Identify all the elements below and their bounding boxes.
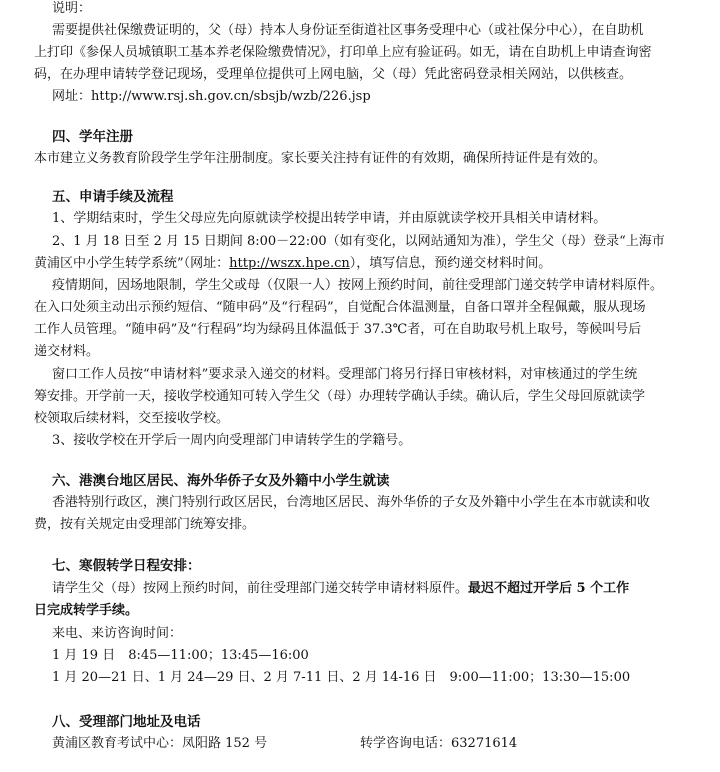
section-6-line-2: 费，按有关规定由受理部门统筹安排。 xyxy=(34,517,256,532)
deadline-text-part-1: 最迟不超过开学后 5 个工作 xyxy=(468,581,630,596)
section-8-heading: 八、受理部门地址及电话 xyxy=(52,714,201,730)
schedule-line-1: 1 月 19 日 8:45—11:00；13:45—16:00 xyxy=(52,648,309,663)
schedule-line-2: 1 月 20—21 日、1 月 24—29 日、2 月 7-11 日、2 月 14-16 日 9:00—11:00；13:30—15:00 xyxy=(52,670,631,685)
section-5-heading: 五、申请手续及流程 xyxy=(52,189,174,205)
section-5-item-3: 3、接收学校在开学后一周内向受理部门申请转学生的学籍号。 xyxy=(52,433,412,448)
url-label: 网址： xyxy=(52,89,92,104)
section-5-item-2-line-2 xyxy=(34,255,551,273)
window-line-2: 筹安排。开学前一天，接收学校通知可转入学生父（母）办理转学确认手续。确认后，学生父母回原就读学 xyxy=(34,389,646,404)
section-5-item-2-line-1: 2、1 月 18 日至 2 月 15 日期间 8:00－22:00（如有变化，以网站通知为准），学生父（母）登录“上海市 xyxy=(52,234,665,249)
section-7-text: 请学生父（母）按网上预约时间，前往受理部门递交转学申请材料原件。 xyxy=(52,581,469,596)
url-link[interactable]: http://www.rsj.sh.gov.cn/sbsjb/wzb/226.jsp xyxy=(91,89,371,104)
section-4-heading: 四、学年注册 xyxy=(52,129,133,145)
epidemic-line-4: 递交材料。 xyxy=(34,344,100,359)
intro-label: 说明： xyxy=(52,1,92,16)
intro-paragraph-line-1: 需要提供社保缴费证明的，父（母）持本人身份证至街道社区事务受理中心（或社保分中心），在自助机 xyxy=(52,23,644,38)
section-7-heading: 七、寒假转学日程安排： xyxy=(52,558,201,574)
window-line-3: 校领取后续材料，交至接收学校。 xyxy=(34,411,230,426)
section-7-line-1 xyxy=(52,580,629,598)
system-note: ），填写信息，预约递交材料时间。 xyxy=(349,256,552,271)
system-label: 黄浦区中小学生转学系统”（网址： xyxy=(34,256,230,271)
url-line xyxy=(52,88,371,106)
section-4-text: 本市建立义务教育阶段学生学年注册制度。家长要关注持有证件的有效期，确保所持证件是有效的。 xyxy=(34,151,607,166)
deadline-text-part-2: 日完成转学手续。 xyxy=(34,603,139,618)
epidemic-line-2: 在入口处须主动出示预约短信、“随申码”及“行程码”，自觉配合体温测量，自备口罩并全程佩戴，服从现场 xyxy=(34,300,646,315)
intro-paragraph-line-2: 上打印《参保人员城镇职工基本养老保险缴费情况》，打印单上应有验证码。如无，请在自助机上申请查询密 xyxy=(34,45,652,60)
office-address: 黄浦区教育考试中心：凤阳路 152 号 xyxy=(52,736,268,751)
section-5-item-1: 1、学期结束时，学生父母应先向原就读学校提出转学申请，并由原就读学校开具相关申请材料。 xyxy=(52,211,607,226)
section-6-heading: 六、港澳台地区居民、海外华侨子女及外籍中小学生就读 xyxy=(52,473,390,489)
epidemic-line-1: 疫情期间，因场地限制，学生父或母（仅限一人）按网上预约时间，前往受理部门递交转学申请材料原件。 xyxy=(52,278,664,293)
window-line-1: 窗口工作人员按“申请材料”要求录入递交的材料。受理部门将另行择日审核材料，对审核通过的学生统 xyxy=(52,367,638,382)
epidemic-line-3: 工作人员管理。“随申码”及“行程码”均为绿码且体温低于 37.3℃者，可在自助取号机上取号，等候叫号后 xyxy=(34,322,642,337)
system-url-link[interactable]: http://wszx.hpe.cn xyxy=(229,256,350,271)
consult-hours-label: 来电、来访咨询时间： xyxy=(52,626,183,641)
section-6-line-1: 香港特别行政区，澳门特别行政区居民，台湾地区居民、海外华侨的子女及外籍中小学生在本市就读和收 xyxy=(52,495,651,510)
intro-paragraph-line-3: 码，在办理申请转学登记现场，受理单位提供可上网电脑，父（母）凭此密码登录相关网站，以供核查。 xyxy=(34,67,633,82)
hotline-phone: 转学咨询电话：63271614 xyxy=(360,736,518,751)
